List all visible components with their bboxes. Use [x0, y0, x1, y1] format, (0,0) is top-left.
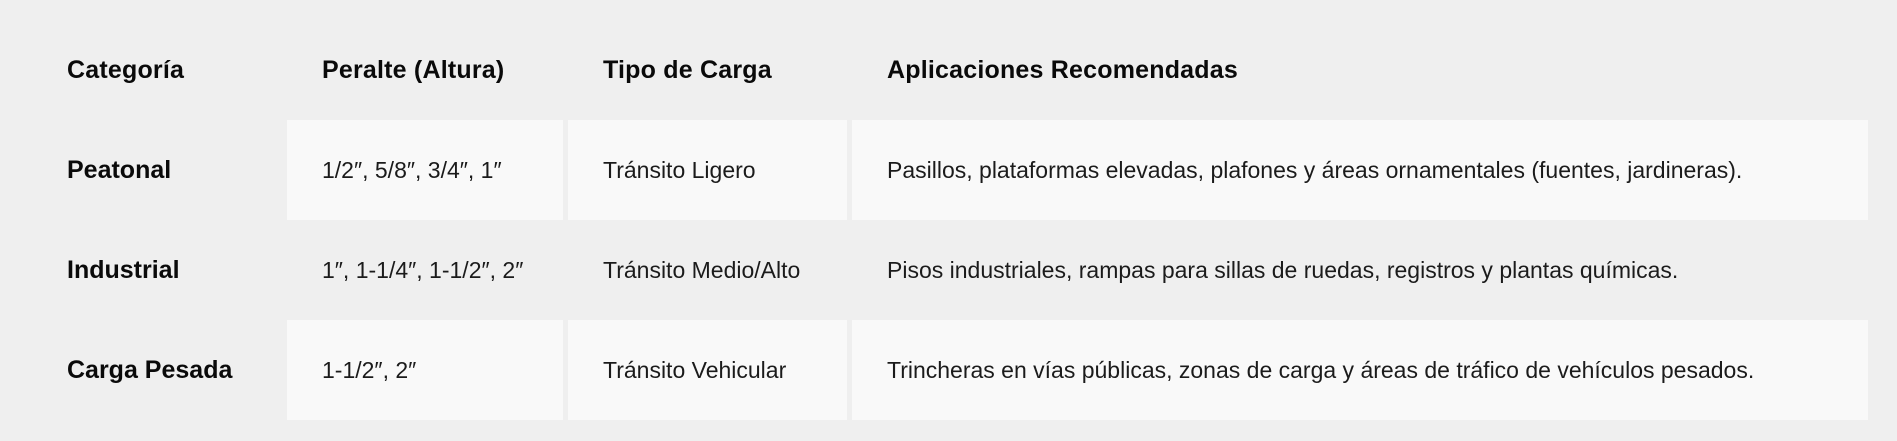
row-peralte-value: 1″, 1-1/4″, 1-1/2″, 2″	[322, 256, 524, 283]
column-header-categoria: Categoría	[67, 55, 185, 84]
table-header-row	[0, 0, 1868, 120]
column-header-aplicaciones: Aplicaciones Recomendadas	[887, 55, 1238, 84]
row-category-label: Industrial	[67, 255, 180, 284]
row-category-label: Carga Pesada	[67, 355, 233, 384]
row-tipo-carga-value: Tránsito Medio/Alto	[603, 256, 801, 283]
row-tipo-carga-value: Tránsito Ligero	[568, 120, 847, 220]
table-row-industrial	[0, 220, 1868, 320]
column-header-peralte: Peralte (Altura)	[322, 55, 505, 84]
table-row-carga-pesada	[0, 320, 1868, 420]
row-peralte-value: 1-1/2″, 2″	[287, 320, 563, 420]
row-aplicaciones-value: Pasillos, plataformas elevadas, plafones y áreas ornamentales (fuentes, jardineras).	[852, 120, 1868, 220]
row-category-label: Peatonal	[67, 155, 172, 184]
row-aplicaciones-value: Trincheras en vías públicas, zonas de carga y áreas de tráfico de vehículos pesados.	[852, 320, 1868, 420]
row-aplicaciones-value: Pisos industriales, rampas para sillas de ruedas, registros y plantas químicas.	[887, 256, 1679, 283]
column-header-tipo-carga: Tipo de Carga	[603, 55, 772, 84]
row-tipo-carga-value: Tránsito Vehicular	[568, 320, 847, 420]
table-row-peatonal	[0, 120, 1868, 220]
row-peralte-value: 1/2″, 5/8″, 3/4″, 1″	[287, 120, 563, 220]
